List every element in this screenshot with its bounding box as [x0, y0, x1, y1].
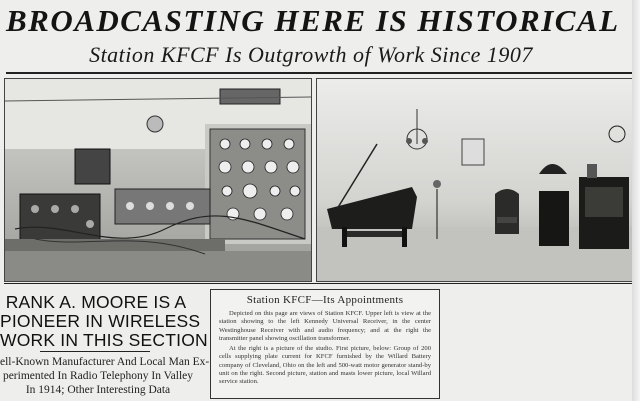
- station-equipment-photo: [5, 79, 311, 281]
- headline-rule: [40, 351, 150, 352]
- deck-line-3: In 1914; Other Interesting Data: [25, 384, 171, 396]
- deck-line-2: perimented In Radio Telephony In Valley: [2, 370, 194, 382]
- deck-line-1: ell-Known Manufacturer And Local Man Ex-: [0, 356, 210, 368]
- banner-headline: BROADCASTING HERE IS HISTORICAL: [6, 3, 620, 38]
- article-deck: [0, 355, 210, 397]
- photo-studio: [316, 78, 636, 282]
- caption-box: [210, 289, 440, 399]
- caption-paragraph-1: Depicted on this page are views of Station KFCF. Upper left is view at the station showing to the left Kennedy Universal Receiver, in the center Westinghouse Receiver with and audio frequency; and at the right the transmitter panel showing oscillation transformer.: [219, 310, 431, 342]
- caption-paragraph-2: At the right is a picture of the studio. First picture, below: Group of 200 cells supplying plate current for KFCF furnished by the Willard Battery company of Cleveland, Ohio on the left and 500-watt motor generator stand-by unit on the right. Second picture, station and masts lower picture, local Willard service station.: [219, 345, 431, 386]
- subheadline: Station KFCF Is Outgrowth of Work Since 1907: [89, 42, 533, 67]
- headline-line-3: WORK IN THIS SECTION: [0, 330, 208, 350]
- headline-line-2: PIONEER IN WIRELESS: [0, 311, 201, 331]
- photo-bottom-rule: [4, 283, 634, 284]
- caption-text: [219, 310, 431, 387]
- page-margin: [632, 0, 640, 401]
- studio-photo: [317, 79, 635, 281]
- photo-station-equipment: [4, 78, 312, 282]
- caption-title: Station KFCF—Its Appointments: [246, 294, 404, 306]
- top-rule: [6, 72, 634, 74]
- headline-line-1: RANK A. MOORE IS A: [5, 292, 187, 312]
- article-headline: [0, 292, 208, 350]
